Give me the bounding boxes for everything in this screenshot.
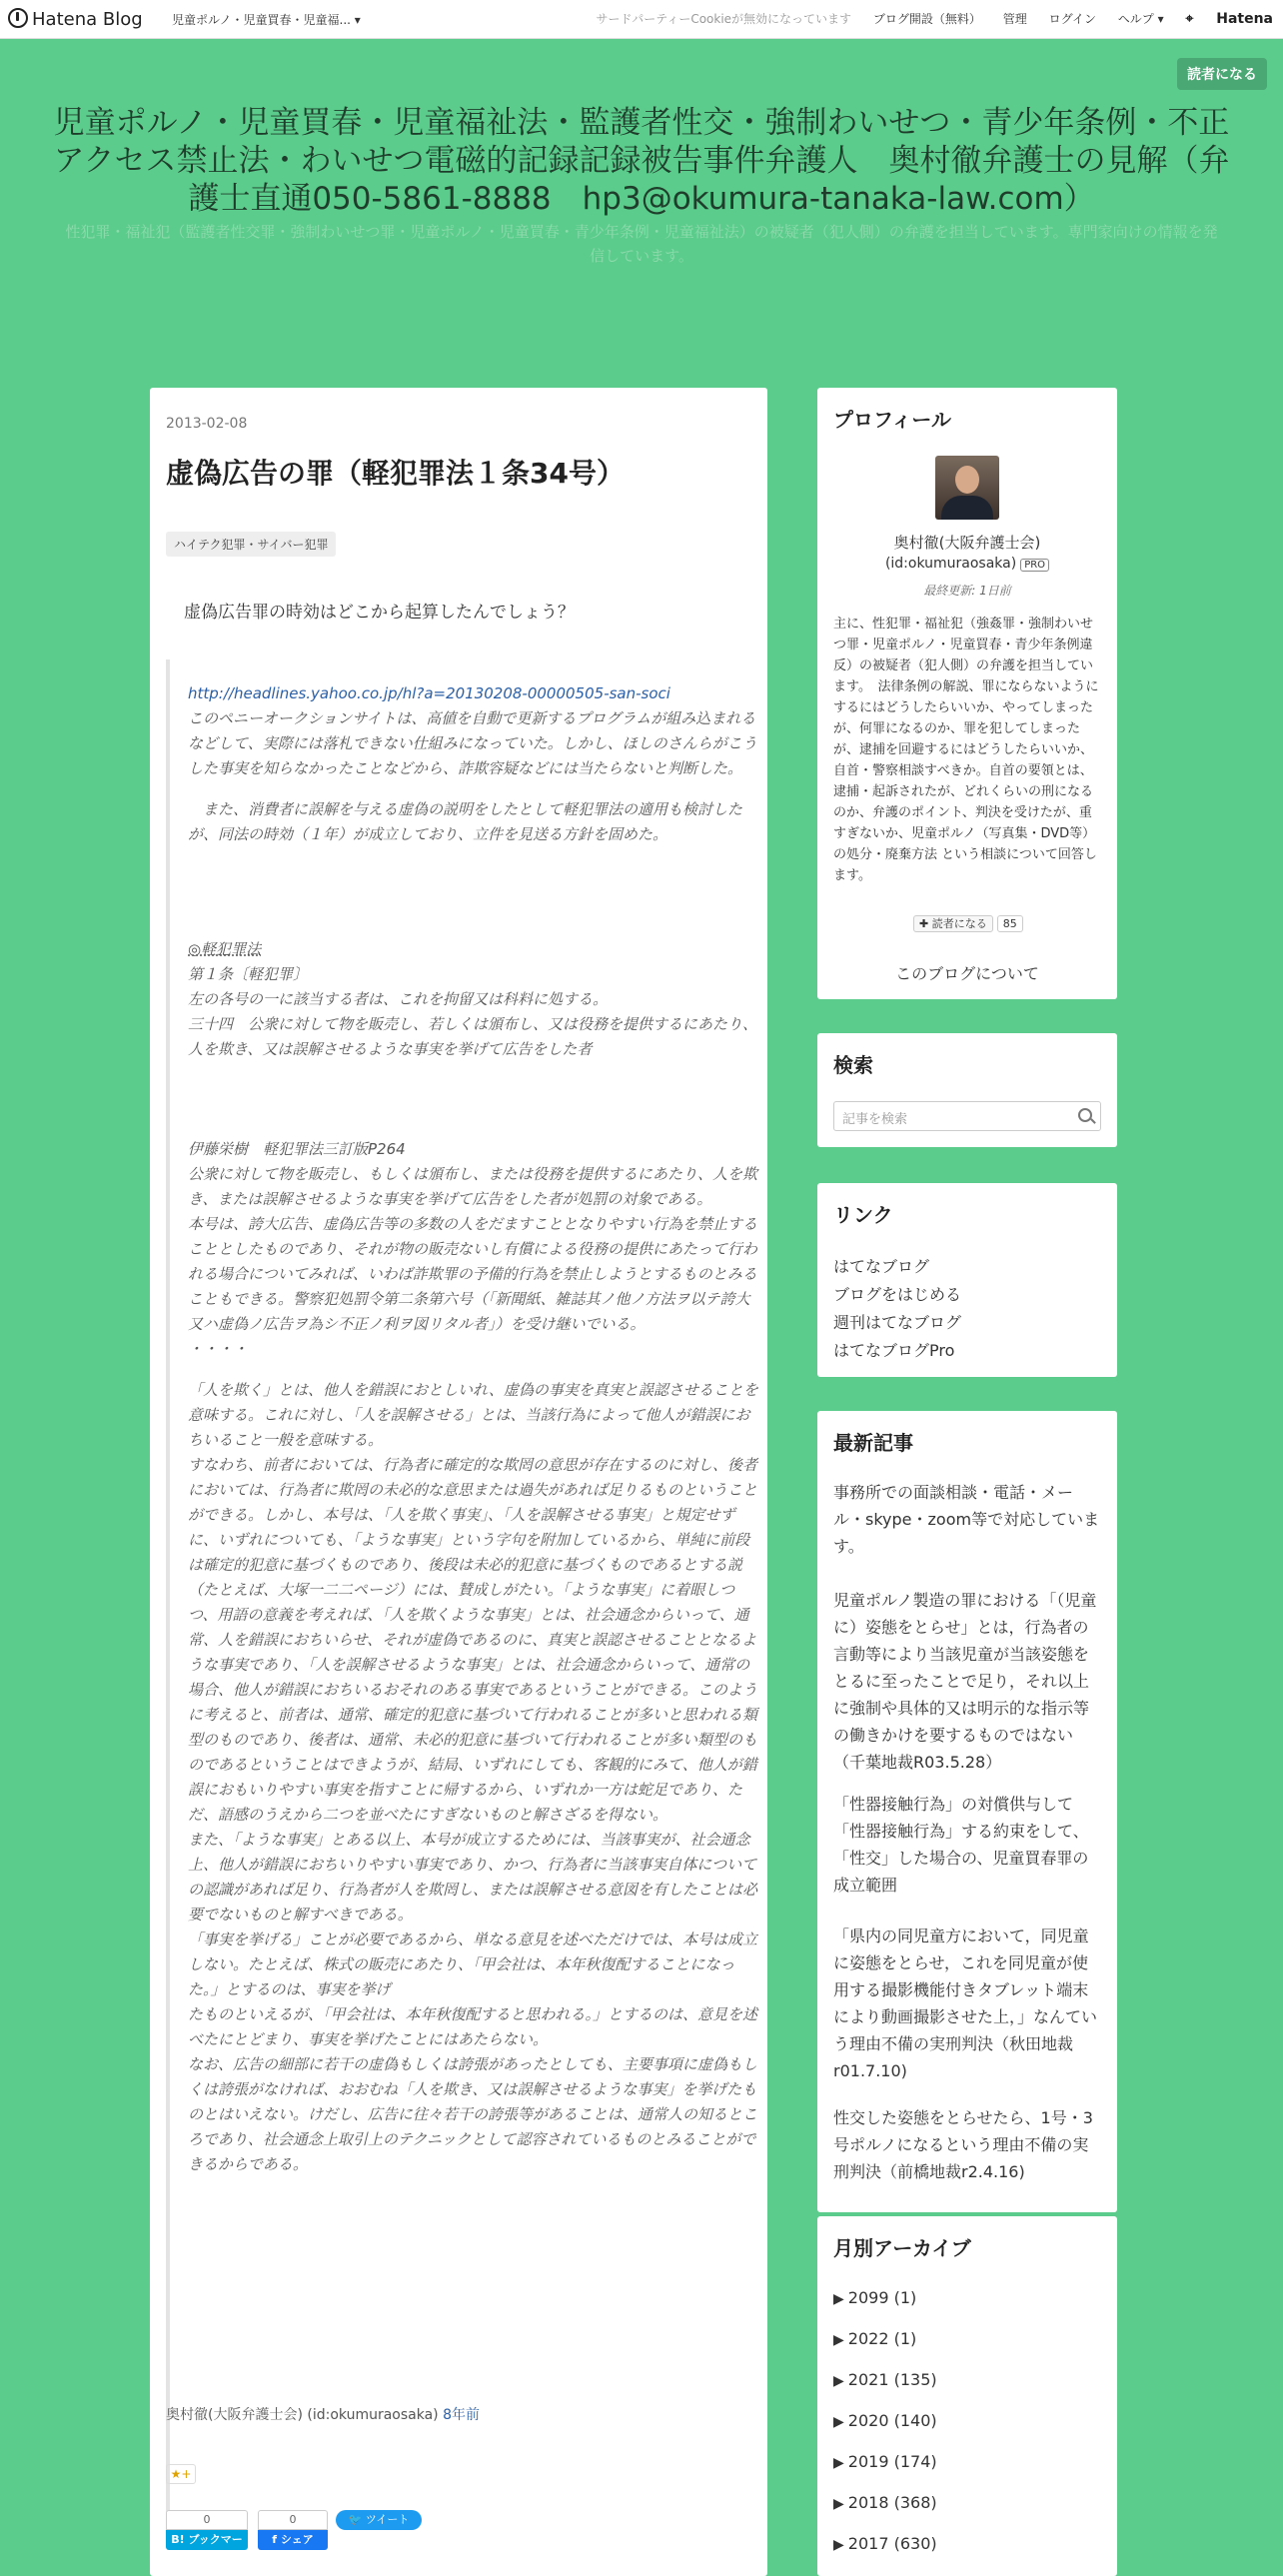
reference-p3: 「人を欺く」とは、他人を錯誤におとしいれ、虚偽の事実を真実と誤認させることを意味する。これに対し、「人を誤解させる」とは、当該行為によって他人が錯誤におちいること一般を意味する。 xyxy=(188,1381,758,1449)
triangle-right-icon: ▶ xyxy=(833,2537,844,2553)
start-blog-link[interactable]: ブログ開設（無料） xyxy=(872,12,981,26)
article-title[interactable]: 虚偽広告の罪（軽犯罪法１条34号） xyxy=(166,457,625,490)
avatar-face xyxy=(955,466,979,494)
source-link[interactable]: http://headlines.yahoo.co.jp/hl?a=20130208-00000505-san-soci xyxy=(188,684,670,702)
reader-count: 85 xyxy=(997,915,1023,932)
archive-year-label: 2021 (135) xyxy=(847,2370,937,2389)
profile-id xyxy=(817,556,1117,572)
search-heading: 検索 xyxy=(833,1053,873,1077)
links-list xyxy=(833,1253,1101,1365)
post-age-link[interactable]: 8年前 xyxy=(443,2407,481,2423)
archive-year-label: 2022 (1) xyxy=(847,2329,917,2348)
quote-paragraph-2: また、消費者に誤解を与える虚偽の説明をしたとして軽犯罪法の適用も検討したが、同法の時効（１年）が成立しており、立件を見送る方針を固めた。 xyxy=(188,800,743,843)
profile-id-text[interactable]: (id:okumuraosaka) xyxy=(884,556,1017,572)
archive-year-label: 2019 (174) xyxy=(847,2452,937,2471)
manage-link[interactable]: 管理 xyxy=(1002,12,1027,26)
recent-entry[interactable]: 性交した姿態をとらせたら、1号・3号ポルノになるという理由不備の実刑判決（前橋地裁r2.4.16) xyxy=(833,2108,1093,2181)
blog-switcher[interactable]: 児童ポルノ・児童買春・児童福... ▾ xyxy=(172,13,361,27)
top-bar xyxy=(0,0,1283,39)
facebook-count: 0 xyxy=(258,2510,328,2530)
subscribe-button[interactable]: 読者になる xyxy=(1177,58,1267,90)
avatar-suit xyxy=(941,496,993,520)
recent-entry[interactable]: 「性器接触行為」の対償供与して「性器接触行為」する約束をして、「性交」した場合の、児童買春罪の成立範囲 xyxy=(833,1795,1089,1895)
hatena-blog-logo[interactable] xyxy=(8,8,143,30)
recent-entries-module xyxy=(817,1411,1117,2212)
archive-year-label: 2099 (1) xyxy=(847,2288,917,2307)
reference-p5: また、「ような事実」とある以上、本号が成立するためには、当該事実が、社会通念上、他人が錯誤におちいりやすい事実であり、かつ、行為者に当該事実自体についての認識があれば足り、行為者が人を欺罔し、または誤解させる意図を有したことは必要でないものと解すべきである。 xyxy=(188,1831,758,1924)
reference-p1: 公衆に対して物を販売し、もしくは頒布し、または役務を提供するにあたり、人を欺き、または誤解させるような事実を挙げて広告をした者が処罰の対象である。 xyxy=(188,1165,758,1208)
archive-module xyxy=(817,2216,1117,2576)
tweet-label: ツイート xyxy=(365,2513,410,2526)
article-lead: 虚偽広告罪の時効はどこから起算したんでしょう？ xyxy=(184,603,575,623)
archive-year-label: 2018 (368) xyxy=(847,2493,937,2512)
article xyxy=(150,388,767,2576)
reference-p4: すなわち、前者においては、行為者に確定的な欺罔の意思が存在するのに対し、後者においては、行為者に欺罔の未必的な意思または過失があれば足りるものということができる。しかし、本号は、「人を欺く事実」、「人を誤解させる事実」と規定せずに、いずれについても、「ような事実」という字句を附加しているから、単純に前段は確定的犯意に基づくものであり、後段は未必的犯意に基づくものであるとする説（たとえば、大塚一二二ページ）には、賛成しがたい。「ような事実」に着眼しつつ、用語の意義を考えれば、「人を欺くような事実」とは、社会通念からいって、通常、人を錯誤におちいらせ、それが虚偽であるのに、真実と誤認させることとなるような事実であり、「人を誤解させるような事実」とは、社会通念からいって、通常の場合、他人が錯誤におちいるおそれのある事実であるということができる。このように考えると、前者は、通常、確定的犯意に基づいて行われることが多いと思われる類型のものであり、後者は、通常、未必的犯意に基づいて行われることが多い類型のものであるということはできようが、結局、いずれにしても、客観的にみて、他人が錯誤におもいりやすい事実を指すことに帰するから、いずれか一方は蛇足であり、ただ、語感のうえから二つを並べたにすぎないものと解さざるを得ない。 xyxy=(188,1456,758,1824)
reference-p2: 本号は、誇大広告、虚偽広告等の多数の人をだますこととなりやすい行為を禁止することとしたものであり、それが物の販売ないし有償による役務の提供にあたって行われる場合についてみれば、いわば詐欺罪の予備的行為を禁止しようとするものとみることもできる。警察犯処罰令第二条第六号（「新聞紙、雑誌其ノ他ノ方法ヲ以テ誇大又ハ虚偽ノ広告ヲ為シ不正ノ利ヲ図リタル者」）を受け継いでいる。 xyxy=(188,1215,758,1333)
profile-heading: プロフィール xyxy=(833,408,951,432)
hatena-bookmark-button[interactable] xyxy=(166,2510,248,2566)
archive-year[interactable] xyxy=(833,2524,1101,2565)
hatena-logo-icon xyxy=(8,8,28,28)
topbar-menu xyxy=(579,10,1273,27)
archive-list xyxy=(833,2278,1101,2565)
profile-subscribe-button[interactable]: ✚ 読者になる xyxy=(913,915,993,932)
profile-description: 主に、性犯罪・福祉犯（強姦罪・強制わいせつ罪・児童ポルノ・児童買春・青少年条例違反）の被疑者（犯人側）の弁護を担当しています。 法律条例の解説、罪にならないようにするにはどうしたらいいか、やってしまったが、何罪になるのか、罪を犯してしまったが、逮捕を回避するにはどうしたらいいか、自首・警察相談すべきか。自首の要領とは、逮捕・起訴されたが、どれくらいの刑になるのか、弁護のポイント、判決を受けたが、重すぎないか、児童ポルノ（写真集・DVD等）の処分・廃棄方法 という相談について回答します。 xyxy=(833,617,1099,883)
bookmark-label: B! ブックマーク xyxy=(166,2530,248,2550)
reference-heading: 伊藤栄樹 軽犯罪法三訂版P264 xyxy=(188,1140,406,1158)
recent-heading: 最新記事 xyxy=(833,1431,913,1455)
search-placeholder: 記事を検索 xyxy=(842,1112,908,1127)
profile-updated: 最終更新: 1日前 xyxy=(923,584,1011,598)
hatena-link[interactable]: ⌖ Hatena xyxy=(1185,11,1273,27)
triangle-right-icon: ▶ xyxy=(833,2373,844,2389)
law-line-2: 三十四 公衆に対して物を販売し、若しくは頒布し、又は役務を提供するにあたり、人を欺き、又は誤解させるような事実を挙げて広告をした者 xyxy=(188,1015,758,1058)
link-item[interactable]: はてなブログPro xyxy=(833,1341,955,1360)
triangle-right-icon: ▶ xyxy=(833,2496,844,2512)
triangle-right-icon: ▶ xyxy=(833,2291,844,2307)
archive-year[interactable] xyxy=(833,2360,1101,2401)
recent-entry[interactable]: 児童ポルノ製造の罪における「（児童に）姿態をとらせ」とは，行為者の言動等により当該児童が当該姿態をとるに至ったことで足り，それ以上に強制や具体的又は明示的な指示等の働きかけを要するものではない（千葉地裁R03.5.28） xyxy=(833,1591,1097,1772)
profile-module xyxy=(817,388,1117,999)
recent-entry[interactable]: 「県内の同児童方において，同児童に姿態をとらせ，これを同児童が使用する撮影機能付きタブレット端末により動画撮影させた上，」なんていう理由不備の実刑判決（秋田地裁r01.7.10) xyxy=(833,1927,1098,2080)
article-blockquote xyxy=(166,659,759,2538)
search-module xyxy=(817,1033,1117,1147)
law-line-1: 左の各号の一に該当する者は、これを拘留又は科料に処する。 xyxy=(188,990,609,1008)
triangle-right-icon: ▶ xyxy=(833,2332,844,2348)
logo-text: Hatena Blog xyxy=(32,9,143,30)
link-item[interactable]: ブログをはじめる xyxy=(833,1285,962,1304)
profile-name[interactable]: 奥村徹(大阪弁護士会) xyxy=(893,534,1041,552)
cookie-notice: サードパーティーCookieが無効になっています xyxy=(596,12,852,26)
tweet-button[interactable] xyxy=(336,2510,422,2530)
login-link[interactable]: ログイン xyxy=(1048,12,1096,26)
link-item[interactable]: 週刊はてなブログ xyxy=(833,1313,962,1332)
twitter-bird-icon: 🐦 xyxy=(348,2513,363,2526)
triangle-right-icon: ▶ xyxy=(833,2414,844,2430)
law-article: 第１条〔軽犯罪〕 xyxy=(188,965,309,983)
links-module xyxy=(817,1183,1117,1377)
reference-dots: ・・・・ xyxy=(188,1340,249,1358)
archive-year-label: 2020 (140) xyxy=(847,2411,937,2430)
add-star-button[interactable]: ★+ xyxy=(166,2464,196,2484)
triangle-right-icon: ▶ xyxy=(833,2455,844,2471)
archive-year[interactable] xyxy=(833,2278,1101,2319)
author-line xyxy=(166,2404,480,2424)
search-icon[interactable] xyxy=(1078,1108,1092,1122)
archive-year-label: 2017 (630) xyxy=(847,2534,937,2553)
pro-badge: PRO xyxy=(1020,559,1049,572)
archive-year[interactable] xyxy=(833,2483,1101,2524)
bookmark-count: 0 xyxy=(166,2510,248,2530)
link-item[interactable]: はてなブログ xyxy=(833,1257,930,1276)
category-tag[interactable]: ハイテク犯罪・サイバー犯罪 xyxy=(166,532,336,557)
archive-year[interactable] xyxy=(833,2442,1101,2483)
facebook-share-button[interactable] xyxy=(258,2510,328,2550)
law-heading[interactable]: ◎軽犯罪法 xyxy=(188,940,262,958)
about-blog-link[interactable]: このブログについて xyxy=(895,964,1039,983)
avatar[interactable] xyxy=(935,456,999,520)
blog-description: 性犯罪・福祉犯（監護者性交罪・強制わいせつ罪・児童ポルノ・児童買春・青少年条例・児童福祉法）の被疑者（犯人側）の弁護を担当しています。専門家向けの情報を発信しています。 xyxy=(65,223,1218,265)
article-date[interactable]: 2013-02-08 xyxy=(166,416,248,432)
blog-title[interactable]: 児童ポルノ・児童買春・児童福祉法・監護者性交・強制わいせつ・青少年条例・不正アクセス禁止法・わいせつ電磁的記録記録被告事件弁護人 奥村徹弁護士の見解（弁護士直通050-5861-8888 hp3@okumura-tanaka-law.com） xyxy=(53,105,1230,217)
links-heading: リンク xyxy=(833,1203,893,1227)
quote-paragraph-1: このペニーオークションサイトは、高値を自動で更新するプログラムが組み込まれるなどして、実際には落札できない仕組みになっていた。しかし、ほしのさんらがこうした事実を知らなかったことなどから、詐欺容疑などには当たらないと判断した。 xyxy=(188,709,757,777)
reference-p7: たものといえるが、「甲会社は、本年秋復配すると思われる。」とするのは、意見を述べたにとどまり、事実を挙げたことにはあたらない。 xyxy=(188,2005,758,2048)
help-menu[interactable]: ヘルプ ▾ xyxy=(1117,12,1164,26)
archive-heading: 月別アーカイブ xyxy=(833,2236,971,2260)
search-input[interactable] xyxy=(833,1101,1101,1131)
recent-entry[interactable]: 事務所での面談相談・電話・メール・skype・zoom等で対応しています。 xyxy=(833,1483,1100,1556)
hatena-label: Hatena xyxy=(1216,11,1273,27)
archive-year[interactable] xyxy=(833,2401,1101,2442)
reference-p6: 「事実を挙げる」ことが必要であるから、単なる意見を述べただけでは、本号は成立しない。たとえば、株式の販売にあたり、「甲会社は、本年秋復配することになった。」とするのは、事実を挙げ xyxy=(188,1931,758,1998)
reference-p8: なお、広告の細部に若干の虚偽もしくは誇張があったとしても、主要事項に虚偽もしくは誇張がなければ、おおむね「人を欺き、又は誤解させるような事実」を挙げたものとはいえない。けだし、広告に往々若干の誇張等があることは、通常人の知るところであり、社会通念上取引上のテクニックとして認容されているものとみることができるからである。 xyxy=(188,2055,758,2173)
facebook-label: f シェア xyxy=(258,2530,328,2550)
archive-year[interactable] xyxy=(833,2319,1101,2360)
profile-reader xyxy=(913,915,1023,931)
author-name[interactable]: 奥村徹(大阪弁護士会) (id:okumuraosaka) xyxy=(166,2407,439,2423)
